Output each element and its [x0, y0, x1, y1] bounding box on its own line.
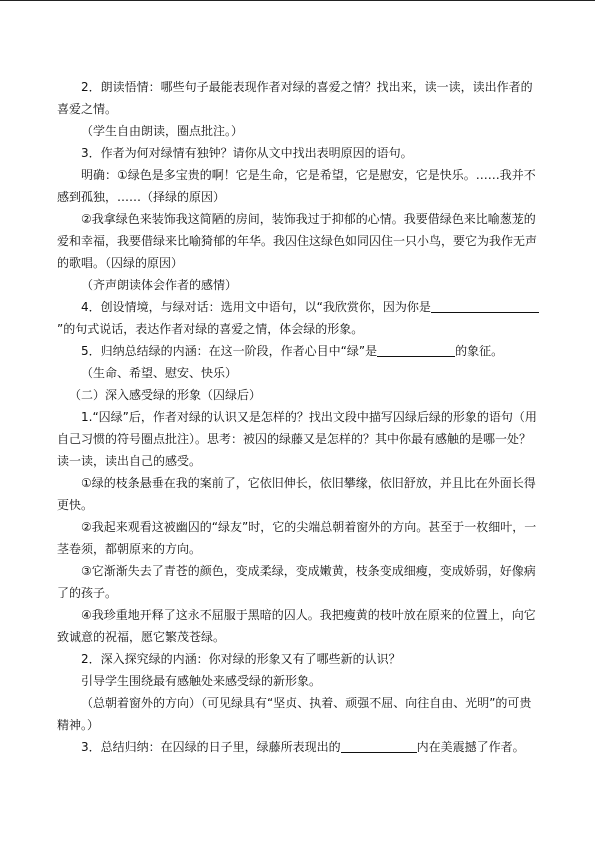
paragraph-quote-4: ④我珍重地开释了这永不屈服于黑暗的囚人。我把瘦黄的枝叶放在原来的位置上，向它致诚意的祝福，愿它繁茂苍绿。 — [57, 608, 536, 644]
paragraph-quote-2: ②我起来观看这被幽囚的“绿友”时，它的尖端总朝着窗外的方向。甚至于一枚细叶，一茎卷须，都朝原来的方向。 — [57, 520, 537, 556]
fill-blank-3 — [341, 738, 417, 753]
paragraph-summary-task — [57, 340, 539, 362]
section-heading-2: （二）深入感受绿的形象（囚绿后） — [69, 388, 262, 402]
dialogue-task-text-after: ”的句式说话，表达作者对绿的喜爱之情，体会绿的形象。 — [57, 322, 364, 336]
final-summary-text-before: 3．总结归纳：在囚绿的日子里，绿藤所表现出的 — [81, 740, 341, 754]
paragraph-reason-question: 3．作者为何对绿情有独钟？请你从文中找出表明原因的语句。 — [81, 146, 413, 160]
paragraph-answer-2: ②我拿绿色来装饰我这简陋的房间，装饰我过于抑郁的心情。我要借绿色来比喻葱茏的爱和幸福，我要借绿来比喻猗郁的年华。我囚住这绿色如同囚住一只小鸟，要它为我作无声的歌唱。（囚绿的原因） — [57, 212, 538, 270]
paragraph-dialogue-task — [57, 296, 539, 340]
paragraph-quote-3: ③它渐渐失去了青苍的颜色，变成柔绿，变成嫩黄，枝条变成细瘦，变成娇弱，好像病了的孩子。 — [57, 564, 536, 600]
summary-task-text-after: 的象征。 — [455, 344, 504, 358]
paragraph-final-summary — [57, 736, 539, 758]
fill-blank-1 — [431, 298, 539, 313]
paragraph-chorus-note: （齐声朗读体会作者的感情） — [81, 278, 238, 292]
paragraph-answer-1: 明确：①绿色是多宝贵的啊！它是生命，它是希望，它是慰安，它是快乐。……我并不感到孤独，……（择绿的原因） — [57, 168, 536, 204]
paragraph-reading-question: 2．朗读悟情：哪些句子最能表现作者对绿的喜爱之情？找出来，读一读，读出作者的喜爱之情。 — [57, 80, 533, 116]
paragraph-quote-1: ①绿的枝条悬垂在我的案前了，它依旧伸长，依旧攀缘，依旧舒放，并且比在外面长得更快。 — [57, 476, 536, 512]
paragraph-summary-answer: （生命、希望、慰安、快乐） — [81, 366, 238, 380]
paragraph-student-note: （学生自由朗读，圈点批注。） — [81, 124, 244, 138]
final-summary-text-after: 内在美震撼了作者。 — [416, 740, 525, 754]
paragraph-guidance: 引导学生围绕最有感触处来感受绿的新形象。 — [81, 674, 322, 688]
dialogue-task-text-before: 4．创设情境，与绿对话：选用文中语句，以“我欣赏你，因为你是 — [81, 300, 431, 314]
paragraph-imprisoned-question: 1.“囚绿”后，作者对绿的认识又是怎样的？找出文段中描写囚绿后绿的形象的语句（用自己习惯的符号圈点批注）。思考：被囚的绿藤又是怎样的？其中你最有感触的是哪一处？读一读，读出自己的感受。 — [57, 410, 537, 468]
top-border-line — [0, 0, 595, 1]
paragraph-spirit-note: （总朝着窗外的方向）（可见绿具有“坚贞、执着、顽强不屈、向往自由、光明”的可贵精神。） — [57, 696, 532, 732]
paragraph-deep-inquiry: 2．深入探究绿的内涵：你对绿的形象又有了哪些新的认识？ — [81, 652, 401, 666]
document-body — [57, 76, 539, 758]
fill-blank-2 — [377, 342, 455, 357]
summary-task-text-before: 5．归纳总结绿的内涵：在这一阶段，作者心目中“绿”是 — [81, 344, 378, 358]
